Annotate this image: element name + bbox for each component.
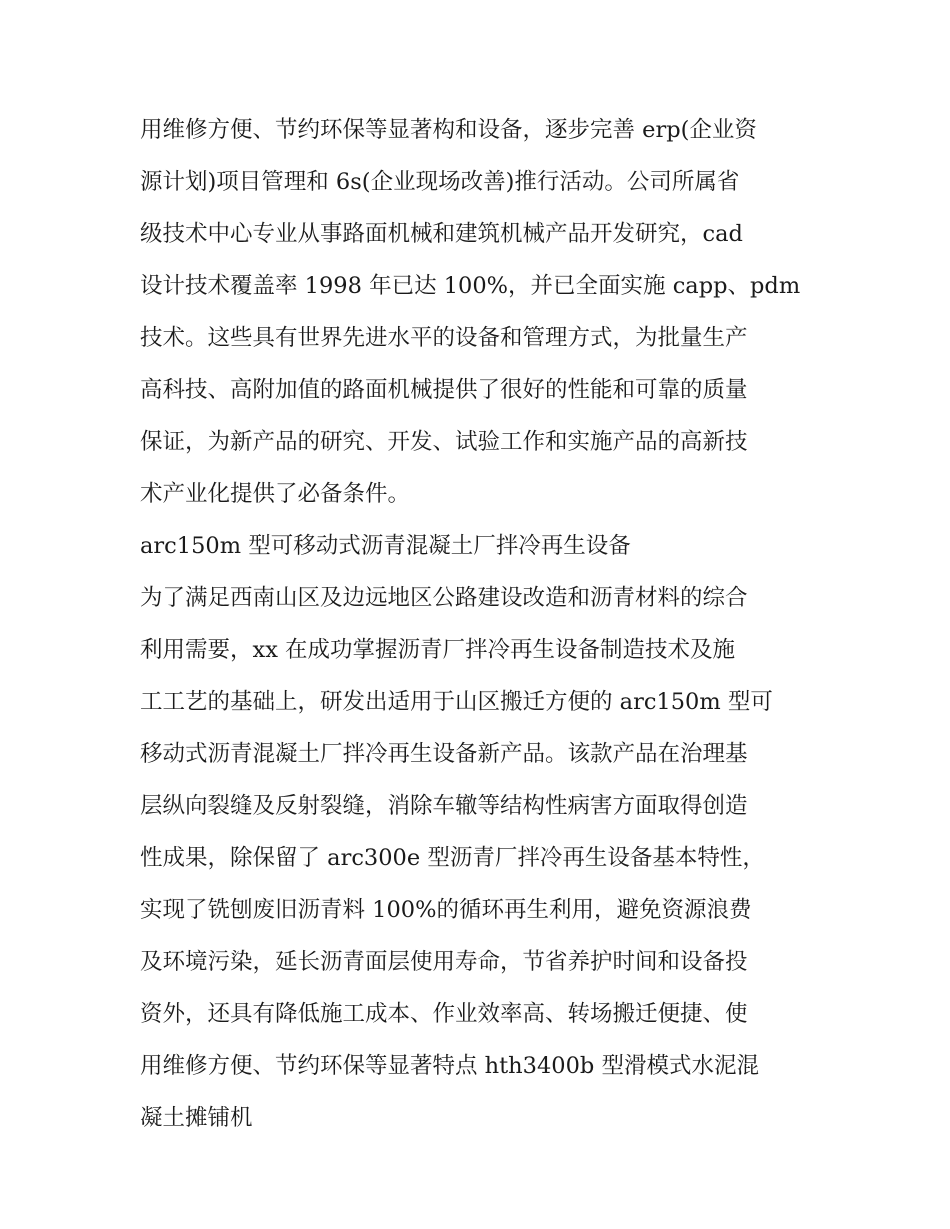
text-line: 为了满足西南山区及边远地区公路建设改造和沥青材料的综合 (140, 585, 748, 611)
text-line: 资外，还具有降低施工成本、作业效率高、转场搬迁便捷、使 (140, 1001, 748, 1027)
document-body (140, 104, 820, 1144)
text-line: 及环境污染，延长沥青面层使用寿命，节省养护时间和设备投 (140, 949, 748, 975)
text-line: 高科技、高附加值的路面机械提供了很好的性能和可靠的质量 (140, 377, 748, 403)
text-line: 技术。这些具有世界先进水平的设备和管理方式，为批量生产 (140, 325, 748, 351)
text-line: 源计划)项目管理和 6s(企业现场改善)推行活动。公司所属省 (140, 169, 740, 195)
text-line: 用维修方便、节约环保等显著构和设备，逐步完善 erp(企业资 (140, 117, 757, 143)
text-line: 术产业化提供了必备条件。 (140, 481, 411, 507)
text-line: 工工艺的基础上，研发出适用于山区搬迁方便的 arc150m 型可 (140, 689, 773, 715)
text-line: 层纵向裂缝及反射裂缝，消除车辙等结构性病害方面取得创造 (140, 793, 748, 819)
text-line: 保证，为新产品的研究、开发、试验工作和实施产品的高新技 (140, 429, 748, 455)
text-line: 设计技术覆盖率 1998 年已达 100%，并已全面实施 capp、pdm (140, 273, 801, 299)
text-line: 用维修方便、节约环保等显著特点 hth3400b 型滑模式水泥混 (140, 1053, 759, 1079)
text-line: 实现了铣刨废旧沥青料 100%的循环再生利用，避免资源浪费 (140, 897, 752, 923)
text-line: 利用需要，xx 在成功掌握沥青厂拌冷再生设备制造技术及施 (140, 637, 736, 663)
section-heading: arc150m 型可移动式沥青混凝土厂拌冷再生设备 (140, 533, 631, 559)
text-line: 性成果，除保留了 arc300e 型沥青厂拌冷再生设备基本特性， (140, 845, 765, 871)
text-line: 级技术中心专业从事路面机械和建筑机械产品开发研究，cad (140, 221, 743, 247)
text-line: 移动式沥青混凝土厂拌冷再生设备新产品。该款产品在治理基 (140, 741, 748, 767)
text-line: 凝土摊铺机 (140, 1105, 253, 1131)
